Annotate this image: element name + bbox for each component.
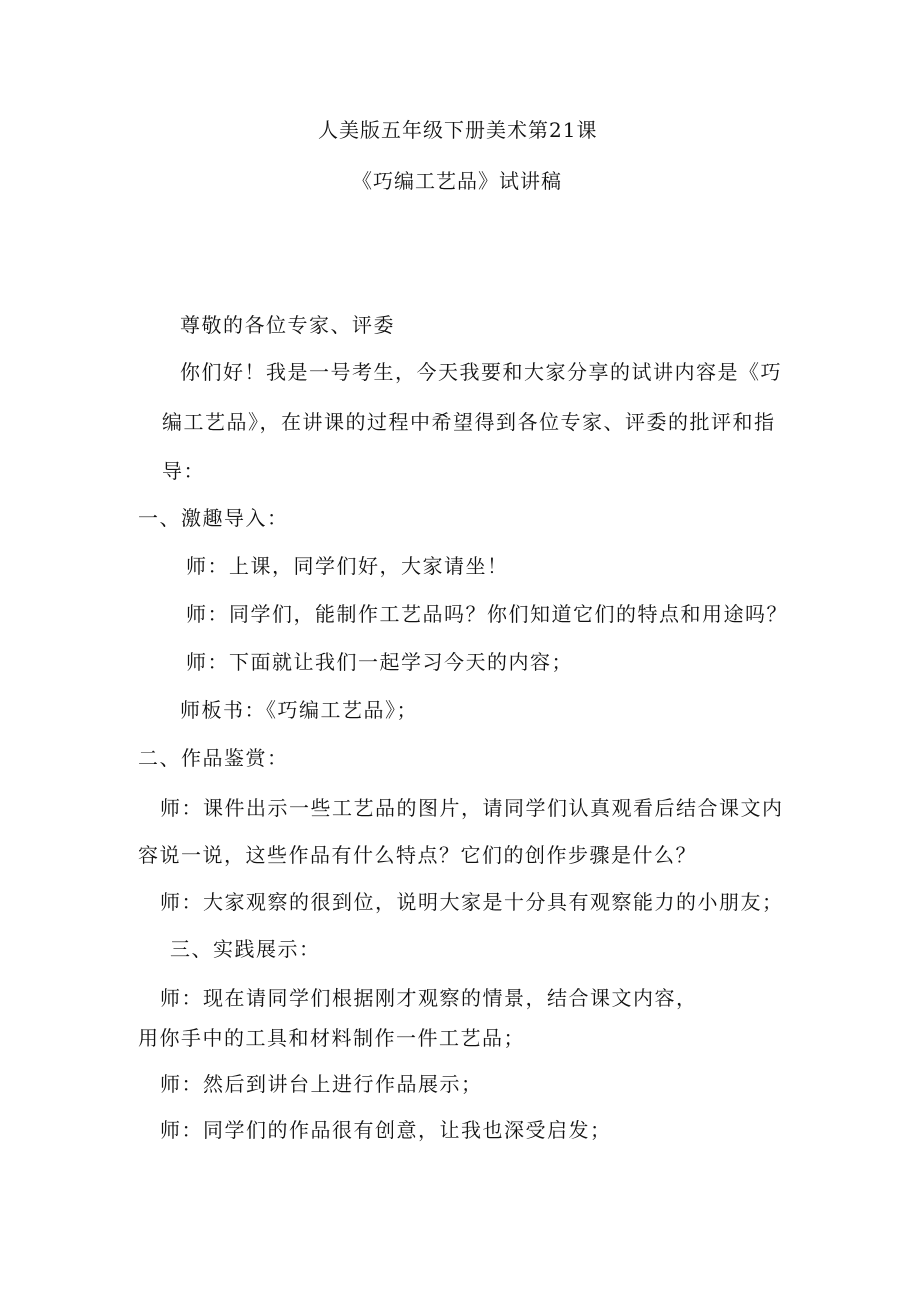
section3-line: 师：同学们的作品很有创意，让我也深受启发； xyxy=(160,1118,612,1142)
section1-line: 师：上课，同学们好，大家请坐！ xyxy=(186,554,509,578)
section2-line: 师：课件出示一些工艺品的图片，请同学们认真观看后结合课文内 xyxy=(160,796,784,820)
doc-title-line2: 《巧编工艺品》试讲稿 xyxy=(352,169,562,193)
section2-line: 师：大家观察的很到位，说明大家是十分具有观察能力的小朋友； xyxy=(160,890,784,914)
doc-title-line1: 人美版五年级下册美术第21课 xyxy=(318,118,598,142)
section1-line: 师板书：《巧编工艺品》； xyxy=(180,698,418,722)
section3-line: 师：然后到讲台上进行作品展示； xyxy=(160,1072,483,1096)
section-heading-intro: 一、激趣导入： xyxy=(138,506,289,530)
section1-line: 师：同学们，能制作工艺品吗？你们知道它们的特点和用途吗？ xyxy=(186,602,788,626)
section3-line: 用你手中的工具和材料制作一件工艺品； xyxy=(138,1026,525,1050)
salutation: 尊敬的各位专家、评委 xyxy=(180,313,395,337)
intro-paragraph-line2: 编工艺品》，在讲课的过程中希望得到各位专家、评委的批评和指 xyxy=(162,410,776,434)
section-heading-practice: 三、实践展示： xyxy=(170,937,321,961)
section2-line: 容说一说，这些作品有什么特点？它们的创作步骤是什么？ xyxy=(138,843,697,867)
section-heading-appreciation: 二、作品鉴赏： xyxy=(138,746,289,770)
intro-paragraph-line1: 你们好！我是一号考生，今天我要和大家分享的试讲内容是《巧 xyxy=(180,360,782,384)
section3-line: 师：现在请同学们根据刚才观察的情景，结合课文内容， xyxy=(160,986,698,1010)
intro-paragraph-line3: 导： xyxy=(162,459,205,483)
section1-line: 师：下面就让我们一起学习今天的内容； xyxy=(186,650,573,674)
